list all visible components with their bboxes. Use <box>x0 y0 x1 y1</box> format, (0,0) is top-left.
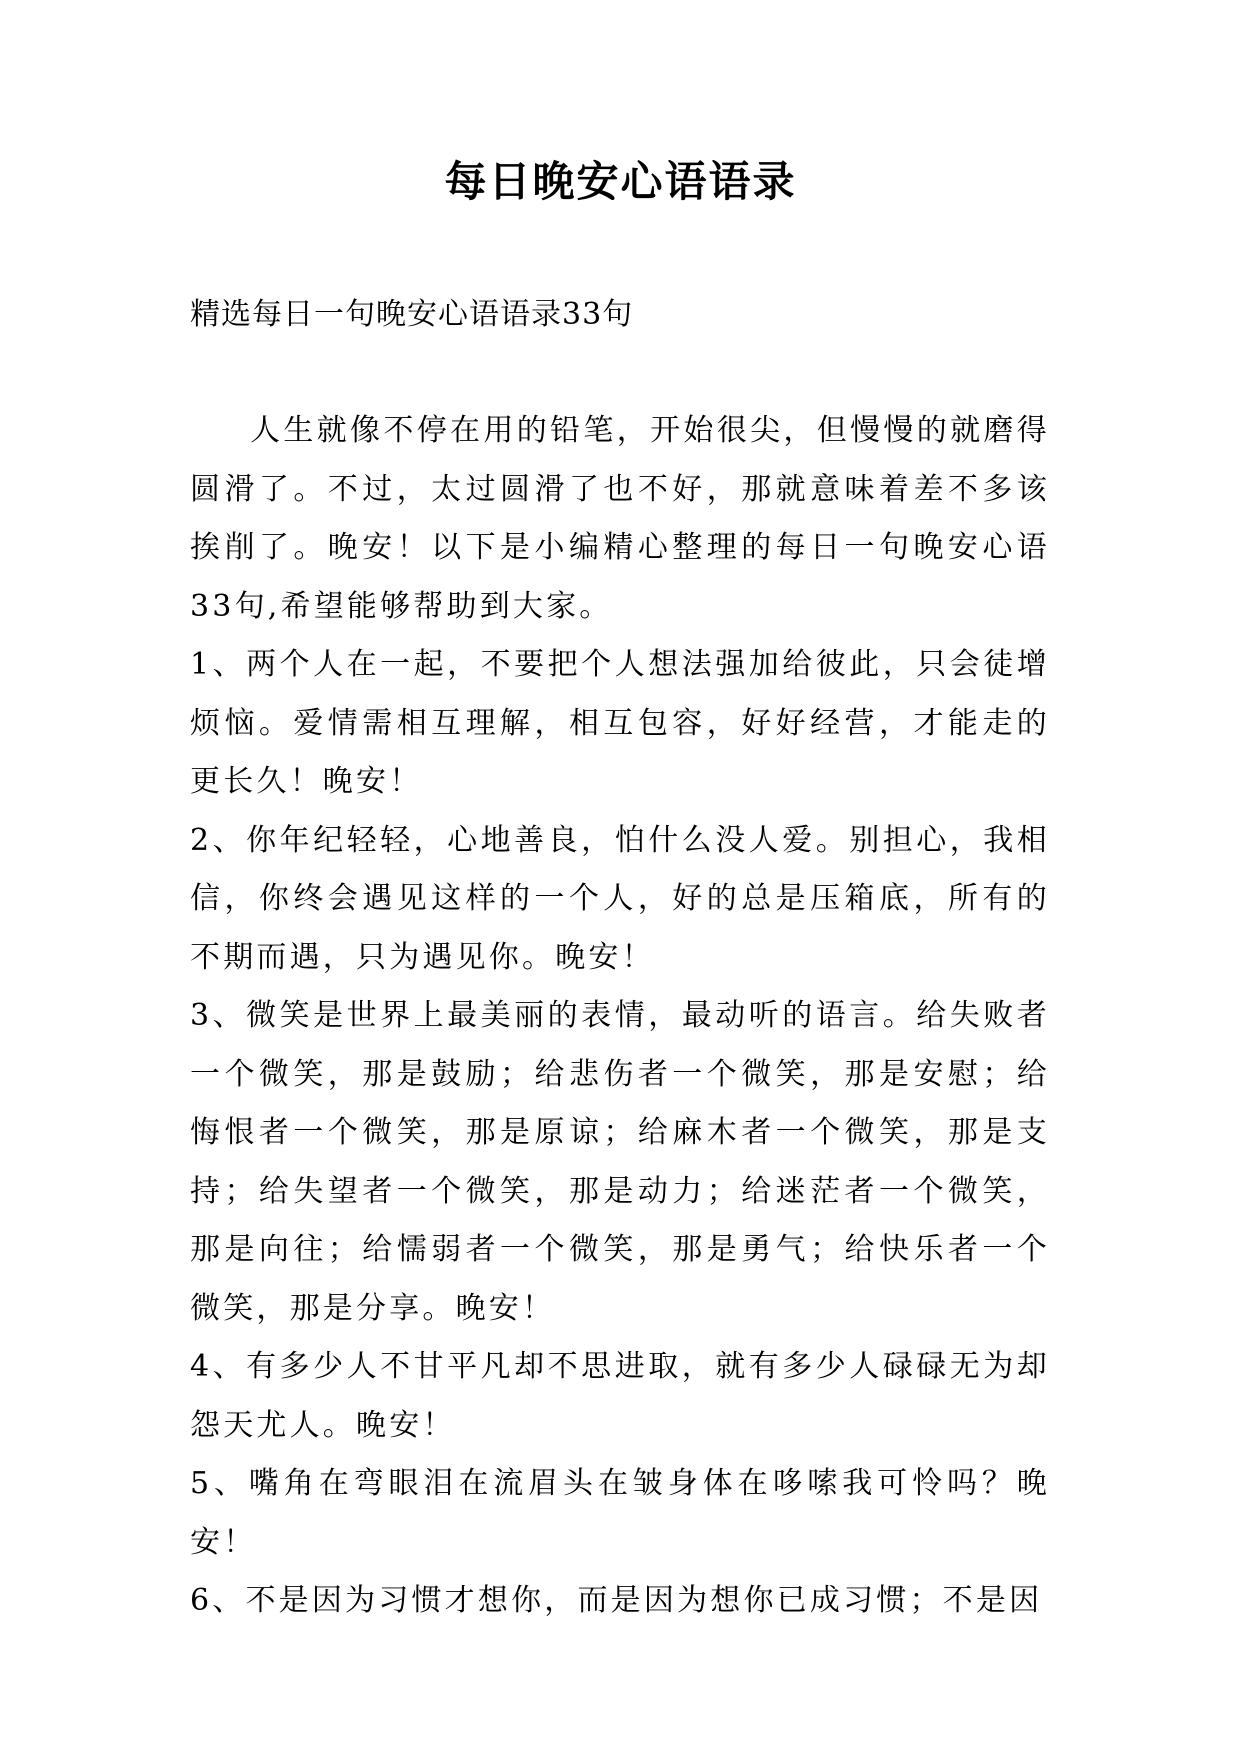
quote-item-5: 5、嘴角在弯眼泪在流眉头在皱身体在哆嗦我可怜吗？晚安！ <box>190 1466 1050 1560</box>
quote-item-6: 6、不是因为习惯才想你，而是因为想你已成习惯；不是因 <box>190 1583 1043 1618</box>
document-body <box>190 402 1050 1631</box>
quote-item-4: 4、有多少人不甘平凡却不思进取，就有多少人碌碌无为却怨天尤人。晚安！ <box>190 1349 1050 1443</box>
page-title: 每日晚安心语语录 <box>444 157 797 206</box>
quote-item-1: 1、两个人在一起，不要把个人想法强加给彼此，只会徒增烦恼。爱情需相互理解，相互包容，好好经营，才能走的更长久！晚安！ <box>190 647 1050 799</box>
intro-paragraph: 人生就像不停在用的铅笔，开始很尖，但慢慢的就磨得圆滑了。不过，太过圆滑了也不好，那就意味着差不多该挨削了。晚安！以下是小编精心整理的每日一句晚安心语33句,希望能够帮助到大家。 <box>190 413 1050 624</box>
document-subtitle: 精选每日一句晚安心语语录33句 <box>190 297 634 332</box>
quote-item-3: 3、微笑是世界上最美丽的表情，最动听的语言。给失败者一个微笑，那是鼓励；给悲伤者一个微笑，那是安慰；给悔恨者一个微笑，那是原谅；给麻木者一个微笑，那是支持；给失望者一个微笑，那是动力；给迷茫者一个微笑，那是向往；给懦弱者一个微笑，那是勇气；给快乐者一个微笑，那是分享。晚安！ <box>190 998 1050 1326</box>
quote-item-2: 2、你年纪轻轻，心地善良，怕什么没人爱。别担心，我相信，你终会遇见这样的一个人，好的总是压箱底，所有的不期而遇，只为遇见你。晚安！ <box>190 822 1050 975</box>
